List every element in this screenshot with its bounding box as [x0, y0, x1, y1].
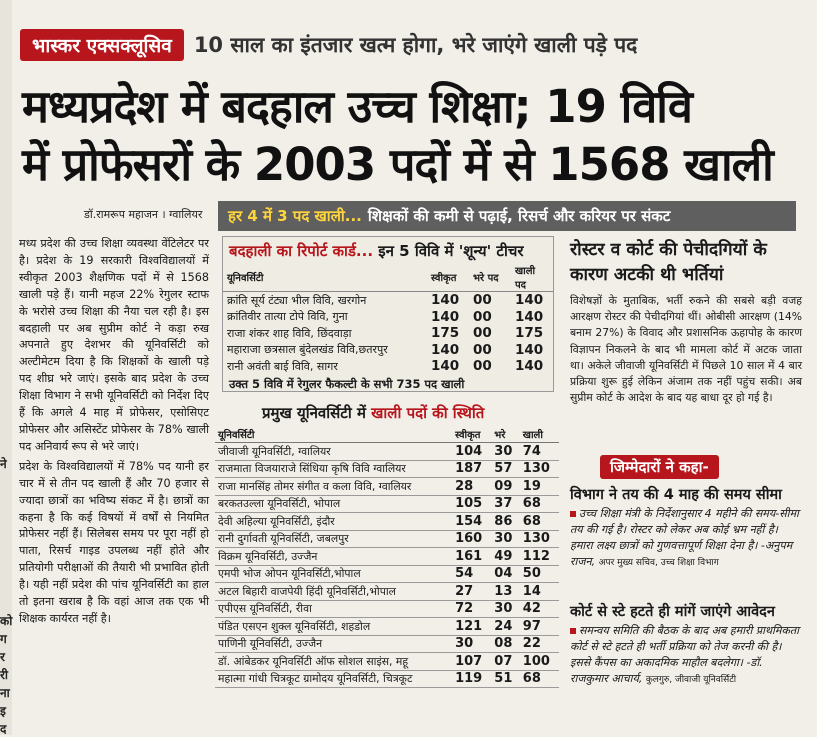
- banner-text: शिक्षकों की कमी से पढ़ाई, रिसर्च और करियर पर संकट: [367, 207, 671, 225]
- cell: क्रांति सूर्य टंट्या भील विवि, खरगोन: [227, 293, 367, 307]
- cell: एमपी भोज ओपन यूनिवर्सिटी,भोपाल: [215, 565, 452, 583]
- quote-1-attribution: अपर मुख्य सचिव, उच्च शिक्षा विभाग: [598, 558, 719, 568]
- cell: 13: [491, 583, 520, 601]
- quote-heading-1: विभाग ने तय की 4 माह की समय सीमा: [570, 487, 782, 503]
- margin-fragment: ग: [0, 632, 7, 646]
- cell: 04: [491, 565, 520, 583]
- subhead-banner: [218, 201, 796, 231]
- table-row: [223, 292, 553, 309]
- col-header: स्वीकृत: [452, 426, 491, 443]
- sidebar-paragraph: विशेषज्ञों के मुताबिक, भर्ती रुकने की सबसे बड़ी वजह आरक्षण रोस्टर की पेचीदगियां थीं। ओबीसी आरक्षण (14% बनाम 27%) के विवाद और प्रशासनिक ऊहापोह के कारण विज्ञापन निकलने के बाद भी मामला कोर्ट में अटक जाता था। अकेले जीवाजी यूनिवर्सिटी में पिछले 10 साल में 4 बार प्रक्रिया शुरू हुई लेकिन अंजाम तक नहीं पहुंच सकी। अब सुप्रीम कोर्ट के आदेश के बाद यह बाधा दूर हो गई है।: [570, 294, 802, 405]
- cell: 14: [520, 583, 559, 601]
- cell: 140: [431, 341, 460, 358]
- kicker: [20, 26, 802, 64]
- exclusive-badge: भास्कर एक्सक्लूसिव: [20, 29, 184, 61]
- table-row: [215, 670, 559, 688]
- table-row: [215, 460, 559, 478]
- margin-fragment: द: [0, 722, 7, 736]
- status-title-red: खाली पदों की स्थिति: [371, 404, 485, 422]
- table-row: [215, 583, 559, 601]
- cell: पाणिनी यूनिवर्सिटी, उज्जैन: [215, 635, 452, 653]
- cell: महात्मा गांधी चित्रकूट ग्रामोदय यूनिवर्सिटी, चित्रकूट: [215, 670, 452, 688]
- cell: 54: [452, 565, 491, 583]
- cell: 97: [520, 618, 559, 636]
- col-header: स्वीकृत: [427, 263, 469, 292]
- sidebar-heading: रोस्टर व कोर्ट की पेचीदगियों के कारण अटकी थी भर्तियां: [570, 240, 767, 285]
- cell: 119: [452, 670, 491, 688]
- cell: 72: [452, 600, 491, 618]
- cell: 140: [431, 358, 460, 375]
- report-card-title: [223, 237, 553, 263]
- cell: 57: [491, 460, 520, 478]
- article-paragraph: मध्य प्रदेश की उच्च शिक्षा व्यवस्था वेंटिलेटर पर है। प्रदेश के 19 सरकारी विश्वविद्यालयों में स्वीकृत 2003 शैक्षणिक पदों में से 1568 खाली पड़े हैं। यानी महज 22% रेगुलर स्टाफ के भरोसे उच्च शिक्षा की नैया चल रही है। इस बदहाली पर अब सुप्रीम कोर्ट ने कड़ा रुख अपनाते हुए देशभर की यूनिवर्सिटी को अल्टीमेटम दिया है कि शिक्षकों के खाली पड़े पद शीघ्र भरे जाएं। इसके बाद प्रदेश के उच्च शिक्षा विभाग ने सभी यूनिवर्सिटी को निर्देश दिए हैं कि अगले 4 माह में प्रोफेसर, एसोसिएट प्रोफेसर और असिस्टेंट प्रोफेसर के 78% खाली पद अनिवार्य रूप से भरे जाएं।: [19, 237, 209, 453]
- quote-2-text: समन्वय समिति की बैठक के बाद अब हमारी प्राथमिकता कोर्ट से स्टे हटते ही भर्ती प्रक्रिया को तेज करनी की है। इससे कैंपस का अकादमिक माहौल बदलेगा। -डॉ. राजकुमार आचार्य,: [570, 624, 800, 685]
- table-row: [215, 443, 559, 461]
- article-body: [19, 236, 209, 631]
- banner-highlight: हर 4 में 3 पद खाली...: [228, 207, 362, 225]
- table-row: [215, 635, 559, 653]
- cell: 121: [452, 618, 491, 636]
- article-paragraph: प्रदेश के विश्वविद्यालयों में 78% पद यानी हर चार में से तीन पद खाली हैं और 70 हजार से ज्यादा छात्रों का भविष्य संकट में है। छात्रों का कहना है कि कई विषयों में वर्षों से नियमित प्रोफेसर नहीं हैं। सिलेबस समय पर पूरा नहीं हो पाता, रिसर्च गाइड उपलब्ध नहीं होते और प्रतियोगी परीक्षाओं की तैयारी भी प्रभावित होती है। यही नहीं प्रदेश की पांच यूनिवर्सिटी का हाल तो इतना खराब है कि वहां आज तक एक भी शिक्षक कार्यरत नहीं है।: [19, 459, 209, 625]
- cell: जीवाजी यूनिवर्सिटी, ग्वालियर: [215, 443, 452, 461]
- table-row: [215, 495, 559, 513]
- margin-fragment: र: [0, 650, 5, 664]
- cell: 51: [491, 670, 520, 688]
- cell: बरकतउल्ला यूनिवर्सिटी, भोपाल: [215, 495, 452, 513]
- margin-fragment: को: [0, 614, 13, 628]
- col-header: भरे पद: [469, 263, 511, 292]
- cell: 187: [452, 460, 491, 478]
- cell: 161: [452, 548, 491, 566]
- cell: 37: [491, 495, 520, 513]
- col-header: खाली: [520, 426, 559, 443]
- headline-line-2: में प्रोफेसरों के 2003 पदों में से 1568 खाली: [22, 138, 773, 191]
- cell: 130: [520, 460, 559, 478]
- headline: [22, 78, 807, 194]
- status-title-prefix: प्रमुख यूनिवर्सिटी में: [262, 404, 366, 422]
- report-card-title-rest: इन 5 विवि में 'शून्य' टीचर: [378, 242, 524, 260]
- cell: 00: [473, 341, 492, 358]
- cell: 154: [452, 513, 491, 531]
- col-header: खाली पद: [511, 263, 553, 292]
- cell: 50: [520, 565, 559, 583]
- square-bullet-icon: [570, 511, 576, 517]
- margin-fragment: ना: [0, 686, 10, 700]
- cell: 160: [452, 530, 491, 548]
- cell: 27: [452, 583, 491, 601]
- cell: 112: [520, 548, 559, 566]
- margin-fragment: ने: [0, 457, 7, 471]
- cell: राजमाता विजयाराजे सिंधिया कृषि विवि ग्वालियर: [215, 460, 452, 478]
- cell: 68: [520, 513, 559, 531]
- cell: डॉ. आंबेडकर यूनिवर्सिटी ऑफ सोशल साइंस, महू: [215, 653, 452, 671]
- cell: एपीएस यूनिवर्सिटी, रीवा: [215, 600, 452, 618]
- cell: 08: [491, 635, 520, 653]
- cell: विक्रम यूनिवर्सिटी, उज्जैन: [215, 548, 452, 566]
- report-card-title-red: बदहाली का रिपोर्ट कार्ड...: [229, 242, 374, 260]
- cell: 100: [520, 653, 559, 671]
- cell: 68: [520, 495, 559, 513]
- cell: 42: [520, 600, 559, 618]
- status-table: [215, 426, 559, 688]
- cell: 86: [491, 513, 520, 531]
- cell: 130: [520, 530, 559, 548]
- cell: राजा मानसिंह तोमर संगीत व कला विवि, ग्वालियर: [215, 478, 452, 496]
- cell: 140: [431, 308, 460, 325]
- table-row: [215, 600, 559, 618]
- table-row: [215, 548, 559, 566]
- cell: 00: [473, 325, 492, 342]
- cell: 22: [520, 635, 559, 653]
- square-bullet-icon: [570, 628, 576, 634]
- table-row: [223, 358, 553, 375]
- col-header: यूनिवर्सिटी: [215, 426, 452, 443]
- cell: 00: [473, 308, 492, 325]
- col-header: यूनिवर्सिटी: [223, 263, 427, 292]
- cell: 107: [452, 653, 491, 671]
- table-row: [215, 618, 559, 636]
- table-row: [223, 309, 553, 326]
- status-table-box: [215, 426, 559, 688]
- quote-2-attribution: कुलगुरु, जीवाजी यूनिवर्सिटी: [645, 675, 737, 685]
- cell: रानी अवंती बाई विवि, सागर: [227, 359, 338, 373]
- cell: 140: [431, 292, 460, 309]
- status-table-title: [262, 403, 484, 423]
- cell: 30: [452, 635, 491, 653]
- cell: 09: [491, 478, 520, 496]
- cell: पंडित एसएन शुक्ल यूनिवर्सिटी, शहडोल: [215, 618, 452, 636]
- table-row: [215, 653, 559, 671]
- cell: 140: [515, 292, 544, 309]
- cell: रानी दुर्गावती यूनिवर्सिटी, जबलपुर: [215, 530, 452, 548]
- cell: 00: [473, 358, 492, 375]
- cell: 24: [491, 618, 520, 636]
- cell: क्रांतिवीर तात्या टोपे विवि, गुना: [227, 310, 348, 324]
- table-row: [223, 342, 553, 359]
- cell: 175: [431, 325, 460, 342]
- cell: 140: [515, 358, 544, 375]
- cell: 105: [452, 495, 491, 513]
- report-card-box: [222, 236, 554, 392]
- table-row: [215, 478, 559, 496]
- table-row: [215, 530, 559, 548]
- cell: 104: [452, 443, 491, 461]
- cell: महाराजा छत्रसाल बुंदेलखंड विवि,छतरपुर: [227, 343, 388, 357]
- cell: 28: [452, 478, 491, 496]
- report-card-footer: उक्त 5 विवि में रेगुलर फैकल्टी के सभी 735 पद खाली: [229, 376, 465, 391]
- quote-1: [570, 506, 802, 571]
- cell: राजा शंकर शाह विवि, छिंदवाड़ा: [227, 326, 352, 340]
- table-row: [215, 513, 559, 531]
- report-card-table: [223, 263, 553, 375]
- table-row: [223, 325, 553, 342]
- cell: 140: [515, 308, 544, 325]
- headline-line-1: मध्यप्रदेश में बदहाल उच्च शिक्षा; 19 विवि: [22, 80, 692, 133]
- margin-fragment: इ: [0, 704, 6, 718]
- margin-fragment: री: [0, 668, 9, 682]
- cell: 30: [491, 530, 520, 548]
- byline: डॉ.रामरूप महाजन । ग्वालियर: [84, 208, 203, 221]
- cell: 74: [520, 443, 559, 461]
- cell: 49: [491, 548, 520, 566]
- cell: 19: [520, 478, 559, 496]
- cell: 00: [473, 292, 492, 309]
- quote-1-text: उच्च शिक्षा मंत्री के निर्देशानुसार 4 महीने की समय-सीमा तय की गई है। रोस्टर को लेकर अब कोई भ्रम नहीं है। हमारा लक्ष्य छात्रों को गुणवत्तापूर्ण शिक्षा देना है। -अनुपम राजन,: [570, 507, 799, 568]
- cell: 30: [491, 600, 520, 618]
- cell: 140: [515, 341, 544, 358]
- cell: 30: [491, 443, 520, 461]
- table-row: [215, 565, 559, 583]
- cell: अटल बिहारी वाजपेयी हिंदी यूनिवर्सिटी,भोपाल: [215, 583, 452, 601]
- cell: देवी अहिल्या यूनिवर्सिटी, इंदौर: [215, 513, 452, 531]
- kicker-text: 10 साल का इंतजार खत्म होगा, भरे जाएंगे खाली पड़े पद: [193, 33, 638, 57]
- col-header: भरे: [491, 426, 520, 443]
- quote-heading-2: कोर्ट से स्टे हटते ही मांगें जाएंगे आवेदन: [570, 604, 775, 620]
- cell: 175: [515, 325, 544, 342]
- responsible-officials-banner: जिम्मेदारों ने कहा-: [600, 455, 719, 479]
- quote-2: [570, 623, 802, 688]
- cell: 07: [491, 653, 520, 671]
- cell: 68: [520, 670, 559, 688]
